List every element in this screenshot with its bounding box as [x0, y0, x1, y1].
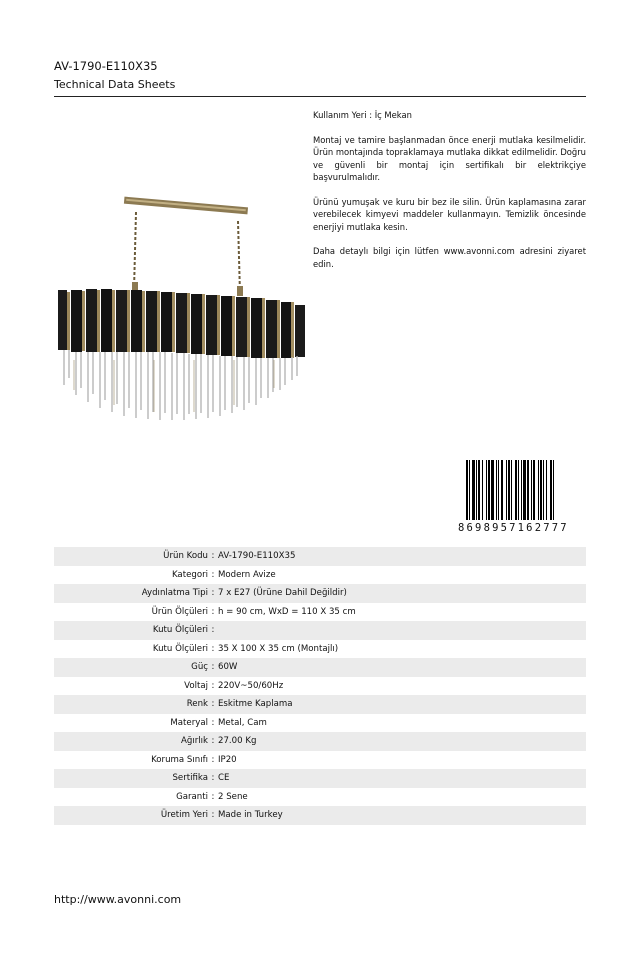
- spec-separator: :: [211, 643, 215, 654]
- spec-value: 7 x E27 (Ürüne Dahil Değildir): [218, 588, 347, 599]
- spec-value: h = 90 cm, WxD = 110 X 35 cm: [218, 606, 356, 617]
- footer-url: http://www.avonni.com: [54, 893, 182, 906]
- spec-separator: :: [211, 680, 215, 691]
- spec-separator: :: [211, 810, 215, 821]
- spec-label: Materyal: [170, 717, 208, 728]
- spec-row: [54, 806, 586, 825]
- spec-separator: :: [211, 606, 215, 617]
- spec-separator: :: [211, 773, 215, 784]
- spec-table: [54, 547, 586, 825]
- spec-separator: :: [211, 551, 215, 562]
- spec-separator: :: [211, 754, 215, 765]
- spec-label: Garanti: [176, 791, 208, 802]
- spec-row: [54, 547, 586, 566]
- spec-label: Koruma Sınıfı: [151, 754, 208, 765]
- usage-info: [313, 109, 586, 283]
- spec-label: Güç: [191, 662, 208, 673]
- spec-label: Üretim Yeri: [160, 810, 208, 821]
- spec-row: [54, 658, 586, 677]
- spec-row: [54, 621, 586, 640]
- spec-value: Metal, Cam: [218, 717, 267, 728]
- spec-label: Kutu Ölçüleri: [152, 625, 208, 636]
- document-subtitle: Technical Data Sheets: [54, 78, 176, 91]
- spec-label: Ürün Kodu: [163, 551, 208, 562]
- spec-label: Renk: [186, 699, 208, 710]
- spec-value: IP20: [218, 754, 237, 765]
- spec-separator: :: [211, 625, 215, 636]
- document-header: [54, 58, 586, 94]
- spec-row: [54, 640, 586, 659]
- safety-paragraph: Montaj ve tamire başlanmadan önce enerji mutlaka kesilmelidir. Ürün montajında topraklamaya mutlaka dikkat edilmelidir. Doğru ve güvenli bir montaj için sertifikalı bir elektrikçiye başvurulmalıdır.: [313, 134, 586, 183]
- spec-row: [54, 695, 586, 714]
- spec-separator: :: [211, 699, 215, 710]
- spec-separator: :: [211, 791, 215, 802]
- spec-label: Aydınlatma Tipi: [141, 588, 208, 599]
- chandelier-image: [54, 190, 310, 430]
- barcode-bars: [466, 460, 586, 520]
- spec-row: [54, 584, 586, 603]
- spec-value: Made in Turkey: [218, 810, 283, 821]
- spec-row: [54, 732, 586, 751]
- spec-value: 35 X 100 X 35 cm (Montajlı): [218, 643, 339, 654]
- spec-row: [54, 788, 586, 807]
- spec-value: AV-1790-E110X35: [218, 551, 296, 562]
- spec-row: [54, 714, 586, 733]
- spec-label: Kutu Ölçüleri: [152, 643, 208, 654]
- spec-value: 220V~50/60Hz: [218, 680, 284, 691]
- barcode-number: 8698957162777: [458, 522, 569, 534]
- header-divider: [54, 96, 586, 97]
- usage-location: Kullanım Yeri : İç Mekan: [313, 110, 412, 120]
- website-paragraph: Daha detaylı bilgi için lütfen www.avonni.com adresini ziyaret edin.: [313, 246, 586, 269]
- spec-separator: :: [211, 736, 215, 747]
- spec-label: Kategori: [171, 569, 208, 580]
- product-code-title: AV-1790-E110X35: [54, 59, 158, 73]
- spec-value: 27.00 Kg: [218, 736, 257, 747]
- spec-value: 60W: [218, 662, 238, 673]
- spec-row: [54, 751, 586, 770]
- spec-row: [54, 603, 586, 622]
- spec-label: Voltaj: [184, 680, 208, 691]
- spec-value: CE: [218, 773, 230, 784]
- cleaning-paragraph: Ürünü yumuşak ve kuru bir bez ile silin. Ürün kaplamasına zarar verebilecek kimyevi maddeler kullanmayın. Temizlik öncesinde enerjiyi mutlaka kesin.: [313, 196, 586, 232]
- spec-separator: :: [211, 588, 215, 599]
- spec-row: [54, 769, 586, 788]
- spec-label: Sertifika: [172, 773, 208, 784]
- spec-label: Ağırlık: [180, 736, 208, 747]
- spec-separator: :: [211, 569, 215, 580]
- spec-row: [54, 566, 586, 585]
- spec-row: [54, 677, 586, 696]
- spec-label: Ürün Ölçüleri: [151, 606, 208, 617]
- spec-separator: :: [211, 717, 215, 728]
- barcode: [458, 460, 586, 536]
- spec-value: Eskitme Kaplama: [218, 699, 293, 710]
- spec-value: Modern Avize: [218, 569, 276, 580]
- spec-value: 2 Sene: [218, 791, 248, 802]
- spec-separator: :: [211, 662, 215, 673]
